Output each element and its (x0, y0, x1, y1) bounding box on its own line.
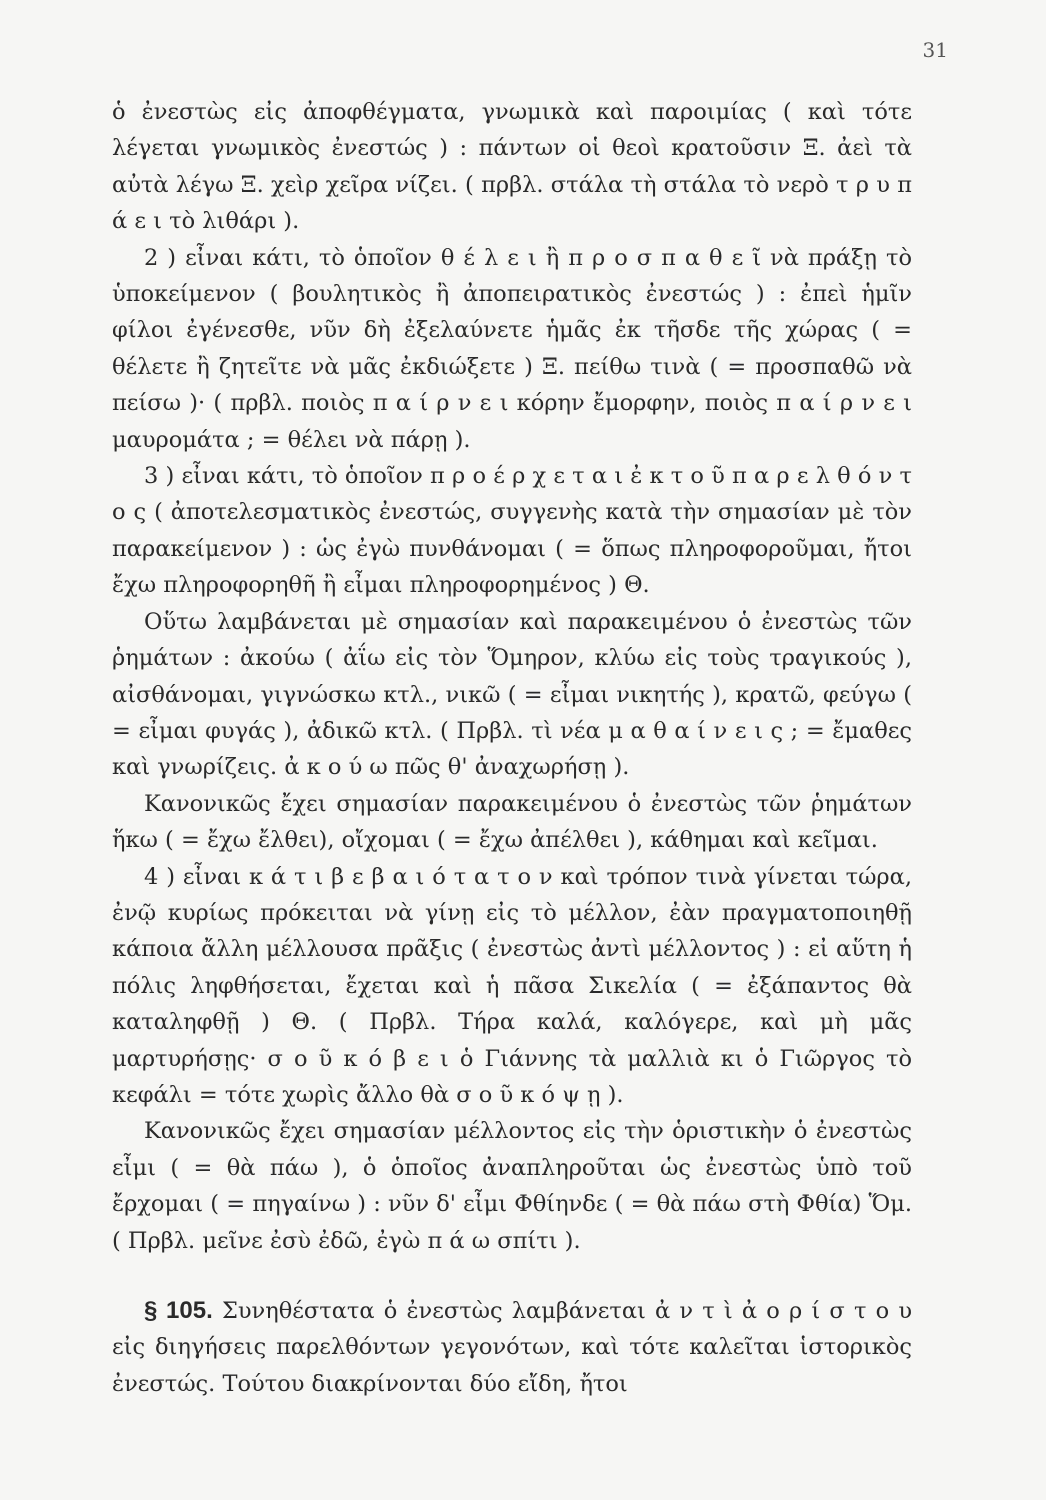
section-number: § 105. (144, 1297, 213, 1324)
paragraph-text: 2 ) εἶναι κάτι, τὸ ὁποῖον θ έ λ ε ι ἢ π ρ ο σ π α θ ε ῖ νὰ πράξῃ τὸ ὑποκείμενον ( βουλητικὸς ἢ ἀποπειρατικὸς ἐνεστώς ) : ἐπεὶ ἡμῖν φίλοι ἐγένεσθε, νῦν δὴ ἐξελαύνετε ἡμᾶς ἐκ τῆσδε τῆς χώρας ( = θέλετε ἢ ζητεῖτε νὰ μᾶς ἐκδιώξετε ) Ξ. πείθω τινὰ ( = προσπαθῶ νὰ πείσω )· ( πρβλ. ποιὸς π α ί ρ ν ε ι κόρην ἔμορφην, ποιὸς π α ί ρ ν ε ι μαυρομάτα ; = θέλει νὰ πάρῃ ). (112, 244, 912, 453)
paragraph (112, 1113, 912, 1259)
page-number: 31 (922, 38, 948, 62)
paragraph-text: Κανονικῶς ἔχει σημασίαν μέλλοντος εἰς τὴν ὁριστικὴν ὁ ἐνεστὼς εἶμι ( = θὰ πάω ), ὁ ὁποῖος ἀναπληροῦται ὡς ἐνεστὼς ὑπὸ τοῦ ἔρχομαι ( = πηγαίνω ) : νῦν δ' εἶμι Φθίηνδε ( = θὰ πάω στὴ Φθία) Ὅμ. ( Πρβλ. μεῖνε ἐσὺ ἐδῶ, ἐγὼ π ά ω σπίτι ). (112, 1118, 912, 1254)
paragraph-text: 4 ) εἶναι κ ά τ ι β ε β α ι ό τ α τ ο ν καὶ τρόπον τινὰ γίνεται τώρα, ἐνῷ κυρίως πρόκειται νὰ γίνῃ εἰς τὸ μέλλον, ἐὰν πραγματοποιηθῇ κάποια ἄλλη μέλλουσα πρᾶξις ( ἐνεστὼς ἀντὶ μέλλοντος ) : εἰ αὕτη ἡ πόλις ληφθήσεται, ἔχεται καὶ ἡ πᾶσα Σικελία ( = ἐξάπαντος θὰ καταληφθῇ ) Θ. ( Πρβλ. Τήρα καλά, καλόγερε, καὶ μὴ μᾶς μαρτυρήσῃς· σ ο ῦ κ ό β ε ι ὁ Γιάννης τὰ μαλλιὰ κι ὁ Γιῶργος τὸ κεφάλι = τότε χωρὶς ἄλλο θὰ σ ο ῦ κ ό ψ ῃ ). (112, 863, 912, 1108)
paragraph (112, 240, 912, 458)
paragraph-text: ὁ ἐνεστὼς εἰς ἀποφθέγματα, γνωμικὰ καὶ παροιμίας ( καὶ τότε λέγεται γνωμικὸς ἐνεστώς ) : πάντων οἱ θεοὶ κρατοῦσιν Ξ. ἀεὶ τὰ αὐτὰ λέγω Ξ. χεὶρ χεῖρα νίζει. ( πρβλ. στάλα τὴ στάλα τὸ νερὸ τ ρ υ π ά ε ι τὸ λιθάρι ). (112, 99, 912, 235)
paragraph-text: 3 ) εἶναι κάτι, τὸ ὁποῖον π ρ ο έ ρ χ ε τ α ι ἐ κ τ ο ῦ π α ρ ε λ θ ό ν τ ο ς ( ἀποτελεσματικὸς ἐνεστώς, συγγενὴς κατὰ τὴν σημασίαν μὲ τὸν παρακείμενον ) : ὡς ἐγὼ πυνθάνομαι ( = ὅπως πληροφοροῦμαι, ἤτοι ἔχω πληροφορηθῆ ἢ εἶμαι πληροφορημένος ) Θ. (112, 463, 912, 599)
paragraph (112, 604, 912, 786)
paragraph-text: Κανονικῶς ἔχει σημασίαν παρακειμένου ὁ ἐνεστὼς τῶν ῥημάτων ἥκω ( = ἔχω ἔλθει), οἴχομαι ( = ἔχω ἀπέλθει ), κάθημαι καὶ κεῖμαι. (112, 790, 912, 854)
paragraph-text: Οὕτω λαμβάνεται μὲ σημασίαν καὶ παρακειμένου ὁ ἐνεστὼς τῶν ῥημάτων : ἀκούω ( ἀΐω εἰς τὸν Ὅμηρον, κλύω εἰς τοὺς τραγικούς ), αἰσθάνομαι, γιγνώσκω κτλ., νικῶ ( = εἶμαι νικητής ), κρατῶ, φεύγω ( = εἶμαι φυγάς ), ἀδικῶ κτλ. ( Πρβλ. τὶ νέα μ α θ α ί ν ε ι ς ; = ἔμαθες καὶ γνωρίζεις. ἀ κ ο ύ ω πῶς θ' ἀναχωρήσῃ ). (112, 608, 912, 781)
paragraph (112, 458, 912, 604)
text-body (112, 94, 912, 1402)
paragraph (112, 94, 912, 240)
section-text: Συνηθέστατα ὁ ἐνεστὼς λαμβάνεται ἀ ν τ ὶ ἀ ο ρ ί σ τ ο υ εἰς διηγήσεις παρελθόντων γεγονότων, καὶ τότε καλεῖται ἱστορικὸς ἐνεστώς. Τούτου διακρίνονται δύο εἴδη, ἤτοι (112, 1298, 912, 1397)
section-paragraph (112, 1293, 912, 1402)
paragraph (112, 859, 912, 1114)
paragraph (112, 786, 912, 859)
